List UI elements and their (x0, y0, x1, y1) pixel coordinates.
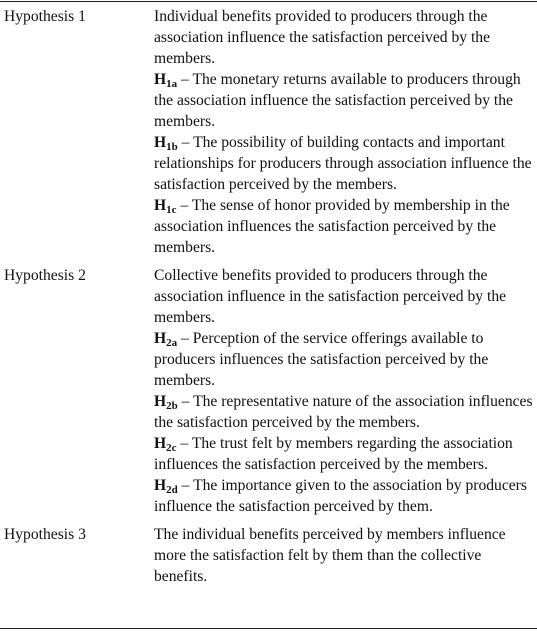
table-bottom-rule (0, 628, 537, 629)
sub-hypothesis-2a (154, 328, 535, 391)
sub-hypothesis-index: 2d (166, 484, 178, 496)
sub-hypothesis-letter: H (154, 134, 167, 151)
sub-hypothesis-text: – The importance given to the association by producers influence the satisfaction perceived by them. (154, 477, 527, 515)
sub-hypothesis-letter: H (154, 330, 167, 347)
sub-hypothesis-2b (154, 391, 535, 433)
hypothesis-statement: Collective benefits provided to producers through the association influence in the satisfaction perceived by the members. (154, 267, 507, 326)
sub-hypothesis-letter: H (154, 435, 167, 452)
sub-hypothesis-text: – The trust felt by members regarding the association influences the satisfaction perceived by the members. (154, 435, 513, 473)
sub-hypothesis-text: – The sense of honor provided by membership in the association influences the satisfaction perceived by the members. (154, 197, 510, 256)
sub-hypothesis-text: – The representative nature of the association influences the satisfaction perceived by the members. (154, 393, 533, 431)
hypothesis-content (154, 6, 535, 258)
sub-hypothesis-letter: H (154, 197, 167, 214)
hypothesis-label: Hypothesis 3 (4, 526, 86, 543)
sub-hypothesis-letter: H (154, 477, 167, 494)
sub-hypothesis-index: 2b (166, 400, 178, 412)
sub-hypothesis-index: 2c (166, 442, 177, 454)
hypothesis-statement: The individual benefits perceived by members influence more the satisfaction felt by them than the collective benefits. (154, 526, 506, 585)
hypothesis-content (154, 524, 535, 587)
sub-hypothesis-letter: H (154, 71, 167, 88)
sub-hypothesis-2d (154, 475, 535, 517)
sub-hypothesis-text: – The monetary returns available to producers through the association influence the satisfaction perceived by the members. (154, 71, 521, 130)
sub-hypothesis-index: 1b (166, 141, 178, 153)
table-top-rule (0, 1, 537, 2)
sub-hypothesis-1c (154, 195, 535, 258)
hypotheses-table (0, 6, 537, 587)
sub-hypothesis-letter: H (154, 393, 167, 410)
sub-hypothesis-index: 2a (166, 337, 178, 349)
hypothesis-statement: Individual benefits provided to producers through the association influence the satisfaction perceived by the members. (154, 8, 491, 67)
sub-hypothesis-1b (154, 132, 535, 195)
sub-hypothesis-1a (154, 69, 535, 132)
sub-hypothesis-index: 1c (166, 204, 177, 216)
table-row-hypothesis-2 (0, 265, 537, 517)
table-row-hypothesis-1 (0, 6, 537, 258)
sub-hypothesis-text: – Perception of the service offerings available to producers influences the satisfaction perceived by the members. (154, 330, 489, 389)
sub-hypothesis-text: – The possibility of building contacts and important relationships for producers through association influence the satisfaction perceived by the members. (154, 134, 532, 193)
sub-hypothesis-2c (154, 433, 535, 475)
table-row-hypothesis-3 (0, 524, 537, 587)
hypothesis-label: Hypothesis 1 (4, 8, 86, 25)
hypothesis-content (154, 265, 535, 517)
sub-hypothesis-index: 1a (166, 78, 178, 90)
hypothesis-label: Hypothesis 2 (4, 267, 86, 284)
